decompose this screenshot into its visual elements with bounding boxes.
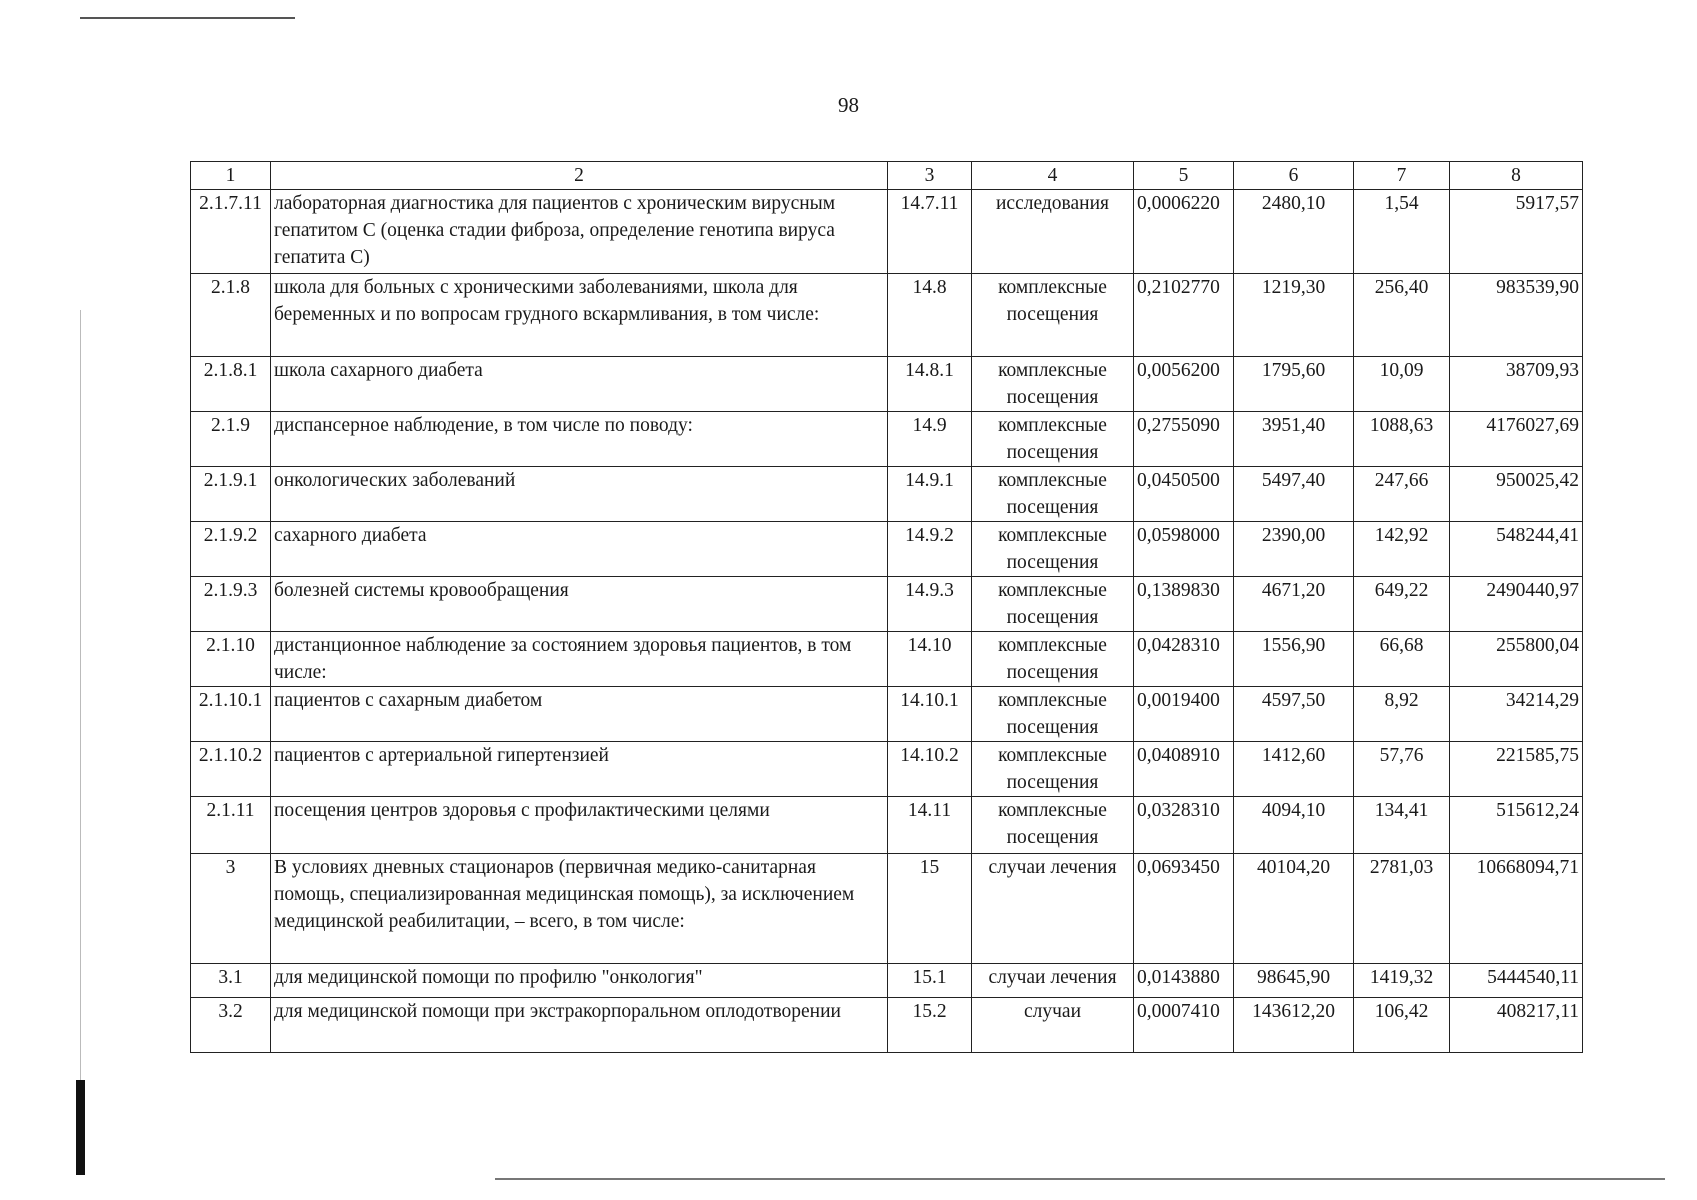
- row-per-capita: 106,42: [1354, 998, 1450, 1053]
- row-unit: комплексные посещения: [972, 467, 1134, 522]
- row-unit: комплексные посещения: [972, 687, 1134, 742]
- row-reference: 14.11: [888, 797, 972, 854]
- row-per-capita: 1088,63: [1354, 412, 1450, 467]
- table-row: [191, 742, 1583, 797]
- row-total: 10668094,71: [1450, 854, 1583, 964]
- row-cost: 4094,10: [1234, 797, 1354, 854]
- row-cost: 1556,90: [1234, 632, 1354, 687]
- row-norm: 0,0598000: [1134, 522, 1234, 577]
- row-norm: 0,2755090: [1134, 412, 1234, 467]
- row-number: 2.1.11: [191, 797, 271, 854]
- row-reference: 14.9.1: [888, 467, 972, 522]
- table-row: [191, 467, 1583, 522]
- price-table: [190, 161, 1583, 1053]
- row-number: 2.1.8: [191, 274, 271, 357]
- row-name: онкологических заболеваний: [271, 467, 888, 522]
- table-row: [191, 190, 1583, 274]
- row-cost: 1795,60: [1234, 357, 1354, 412]
- row-norm: 0,2102770: [1134, 274, 1234, 357]
- row-cost: 143612,20: [1234, 998, 1354, 1053]
- row-cost: 2480,10: [1234, 190, 1354, 274]
- row-unit: комплексные посещения: [972, 577, 1134, 632]
- table-row: [191, 854, 1583, 964]
- row-per-capita: 142,92: [1354, 522, 1450, 577]
- row-cost: 1412,60: [1234, 742, 1354, 797]
- row-per-capita: 247,66: [1354, 467, 1450, 522]
- row-total: 408217,11: [1450, 998, 1583, 1053]
- row-number: 2.1.9.2: [191, 522, 271, 577]
- row-name: В условиях дневных стационаров (первичная медико-санитарная помощь, специализированная медицинская помощь), за исключением медицинской реабилитации, – всего, в том числе:: [271, 854, 888, 964]
- table-row: [191, 797, 1583, 854]
- row-norm: 0,0143880: [1134, 964, 1234, 998]
- table-header-row: [191, 162, 1583, 190]
- row-number: 2.1.10.2: [191, 742, 271, 797]
- table-row: [191, 998, 1583, 1053]
- row-number: 2.1.8.1: [191, 357, 271, 412]
- scan-artifact-bottom-line: [495, 1178, 1665, 1180]
- column-header: 2: [271, 162, 888, 190]
- row-cost: 4597,50: [1234, 687, 1354, 742]
- table-row: [191, 357, 1583, 412]
- row-name: школа для больных с хроническими заболеваниями, школа для беременных и по вопросам грудного вскармливания, в том числе:: [271, 274, 888, 357]
- row-total: 950025,42: [1450, 467, 1583, 522]
- row-name: диспансерное наблюдение, в том числе по поводу:: [271, 412, 888, 467]
- column-header: 1: [191, 162, 271, 190]
- row-per-capita: 649,22: [1354, 577, 1450, 632]
- scan-artifact-left-edge: [80, 310, 81, 1080]
- row-per-capita: 10,09: [1354, 357, 1450, 412]
- row-unit: случаи лечения: [972, 854, 1134, 964]
- row-cost: 1219,30: [1234, 274, 1354, 357]
- row-norm: 0,0408910: [1134, 742, 1234, 797]
- scan-artifact-top-line: [80, 17, 295, 19]
- row-per-capita: 57,76: [1354, 742, 1450, 797]
- row-cost: 3951,40: [1234, 412, 1354, 467]
- row-per-capita: 66,68: [1354, 632, 1450, 687]
- table-row: [191, 577, 1583, 632]
- row-norm: 0,0693450: [1134, 854, 1234, 964]
- row-name: пациентов с сахарным диабетом: [271, 687, 888, 742]
- row-reference: 14.8.1: [888, 357, 972, 412]
- row-per-capita: 1,54: [1354, 190, 1450, 274]
- row-number: 2.1.10: [191, 632, 271, 687]
- row-number: 3: [191, 854, 271, 964]
- table-row: [191, 274, 1583, 357]
- row-cost: 40104,20: [1234, 854, 1354, 964]
- row-total: 221585,75: [1450, 742, 1583, 797]
- row-number: 3.2: [191, 998, 271, 1053]
- row-reference: 14.8: [888, 274, 972, 357]
- row-reference: 14.9: [888, 412, 972, 467]
- table-row: [191, 632, 1583, 687]
- row-unit: случаи: [972, 998, 1134, 1053]
- page-number: 98: [838, 93, 859, 117]
- row-reference: 15: [888, 854, 972, 964]
- table-row: [191, 687, 1583, 742]
- row-cost: 2390,00: [1234, 522, 1354, 577]
- column-header: 8: [1450, 162, 1583, 190]
- row-cost: 5497,40: [1234, 467, 1354, 522]
- row-reference: 14.9.2: [888, 522, 972, 577]
- row-reference: 14.10: [888, 632, 972, 687]
- row-per-capita: 256,40: [1354, 274, 1450, 357]
- row-name: дистанционное наблюдение за состоянием здоровья пациентов, в том числе:: [271, 632, 888, 687]
- row-unit: комплексные посещения: [972, 742, 1134, 797]
- row-unit: случаи лечения: [972, 964, 1134, 998]
- row-per-capita: 2781,03: [1354, 854, 1450, 964]
- column-header: 6: [1234, 162, 1354, 190]
- row-norm: 0,1389830: [1134, 577, 1234, 632]
- row-reference: 15.1: [888, 964, 972, 998]
- row-name: пациентов с артериальной гипертензией: [271, 742, 888, 797]
- row-norm: 0,0428310: [1134, 632, 1234, 687]
- row-number: 2.1.9: [191, 412, 271, 467]
- row-unit: комплексные посещения: [972, 274, 1134, 357]
- row-total: 38709,93: [1450, 357, 1583, 412]
- row-per-capita: 1419,32: [1354, 964, 1450, 998]
- row-reference: 14.7.11: [888, 190, 972, 274]
- row-total: 515612,24: [1450, 797, 1583, 854]
- row-cost: 98645,90: [1234, 964, 1354, 998]
- row-unit: комплексные посещения: [972, 632, 1134, 687]
- row-norm: 0,0006220: [1134, 190, 1234, 274]
- row-total: 5444540,11: [1450, 964, 1583, 998]
- row-norm: 0,0450500: [1134, 467, 1234, 522]
- row-name: болезней системы кровообращения: [271, 577, 888, 632]
- row-name: для медицинской помощи по профилю "онкология": [271, 964, 888, 998]
- row-name: сахарного диабета: [271, 522, 888, 577]
- row-number: 2.1.9.1: [191, 467, 271, 522]
- row-cost: 4671,20: [1234, 577, 1354, 632]
- row-total: 34214,29: [1450, 687, 1583, 742]
- row-per-capita: 8,92: [1354, 687, 1450, 742]
- row-norm: 0,0328310: [1134, 797, 1234, 854]
- column-header: 3: [888, 162, 972, 190]
- row-name: лабораторная диагностика для пациентов с хроническим вирусным гепатитом С (оценка стадии фиброза, определение генотипа вируса гепатита С): [271, 190, 888, 274]
- row-name: для медицинской помощи при экстракорпоральном оплодотворении: [271, 998, 888, 1053]
- row-reference: 15.2: [888, 998, 972, 1053]
- row-total: 5917,57: [1450, 190, 1583, 274]
- row-per-capita: 134,41: [1354, 797, 1450, 854]
- row-number: 3.1: [191, 964, 271, 998]
- row-reference: 14.9.3: [888, 577, 972, 632]
- row-number: 2.1.10.1: [191, 687, 271, 742]
- row-name: школа сахарного диабета: [271, 357, 888, 412]
- row-unit: комплексные посещения: [972, 797, 1134, 854]
- table-row: [191, 412, 1583, 467]
- row-total: 2490440,97: [1450, 577, 1583, 632]
- row-total: 4176027,69: [1450, 412, 1583, 467]
- column-header: 4: [972, 162, 1134, 190]
- row-unit: комплексные посещения: [972, 357, 1134, 412]
- table-row: [191, 522, 1583, 577]
- row-total: 983539,90: [1450, 274, 1583, 357]
- row-unit: комплексные посещения: [972, 522, 1134, 577]
- row-unit: исследования: [972, 190, 1134, 274]
- row-reference: 14.10.2: [888, 742, 972, 797]
- row-number: 2.1.7.11: [191, 190, 271, 274]
- row-norm: 0,0019400: [1134, 687, 1234, 742]
- row-unit: комплексные посещения: [972, 412, 1134, 467]
- row-number: 2.1.9.3: [191, 577, 271, 632]
- row-total: 548244,41: [1450, 522, 1583, 577]
- row-norm: 0,0007410: [1134, 998, 1234, 1053]
- row-norm: 0,0056200: [1134, 357, 1234, 412]
- table-row: [191, 964, 1583, 998]
- column-header: 5: [1134, 162, 1234, 190]
- row-total: 255800,04: [1450, 632, 1583, 687]
- column-header: 7: [1354, 162, 1450, 190]
- row-reference: 14.10.1: [888, 687, 972, 742]
- scan-artifact-binding-edge: [76, 1080, 85, 1175]
- row-name: посещения центров здоровья с профилактическими целями: [271, 797, 888, 854]
